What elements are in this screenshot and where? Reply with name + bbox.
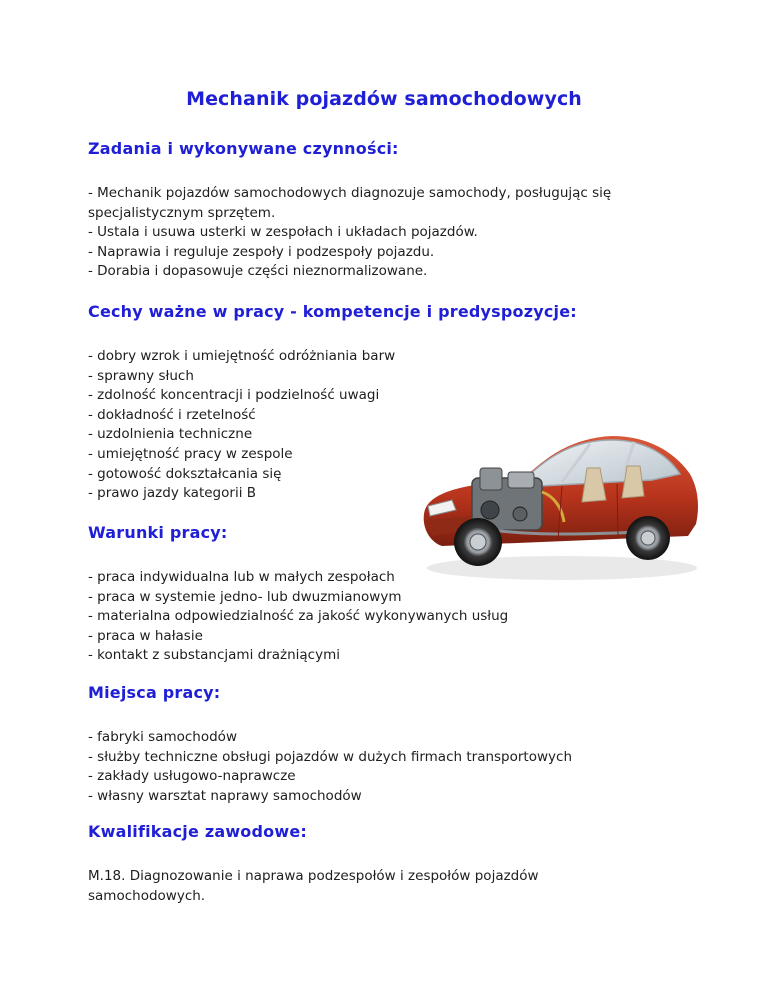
car-rear-wheel-hub (641, 531, 655, 545)
list-item: - zdolność koncentracji i podzielność uwagi (88, 387, 380, 404)
tasks-list (88, 184, 688, 282)
list-item: - zakłady usługowo-naprawcze (88, 768, 296, 785)
section-workplaces (88, 683, 688, 806)
section-heading-traits: Cechy ważne w pracy - kompetencje i predyspozycje: (88, 302, 577, 321)
list-item: - uzdolnienia techniczne (88, 426, 253, 443)
list-item: - Mechanik pojazdów samochodowych diagnozuje samochody, posługując się specjalistycznym sprzętem. (88, 185, 612, 221)
list-item: - Ustala i usuwa usterki w zespołach i układach pojazdów. (88, 224, 478, 241)
car-engine-pulley (513, 507, 527, 521)
list-item: - fabryki samochodów (88, 729, 237, 745)
section-heading-workplaces: Miejsca pracy: (88, 683, 221, 702)
list-item: - Dorabia i dopasowuje części nieznormalizowane. (88, 263, 428, 280)
page-title: Mechanik pojazdów samochodowych (186, 88, 582, 110)
list-item: - dokładność i rzetelność (88, 406, 256, 423)
list-item: - dobry wzrok i umiejętność odróżniania barw (88, 348, 396, 364)
section-qualifications (88, 822, 688, 906)
car-engine-pulley (481, 501, 499, 519)
section-heading-tasks: Zadania i wykonywane czynności: (88, 139, 399, 158)
list-item: - praca indywidualna lub w małych zespołach (88, 569, 395, 585)
list-item: - służby techniczne obsługi pojazdów w dużych firmach transportowych (88, 748, 572, 765)
list-item: - materialna odpowiedzialność za jakość wykonywanych usług (88, 608, 509, 625)
section-heading-conditions: Warunki pracy: (88, 523, 228, 542)
section-heading-qualifications: Kwalifikacje zawodowe: (88, 822, 307, 841)
list-item: - własny warsztat naprawy samochodów (88, 787, 362, 804)
list-item: - Naprawia i reguluje zespoły i podzespoły pojazdu. (88, 243, 435, 260)
list-item: - gotowość dokształcania się (88, 465, 282, 482)
list-item: - umiejętność pracy w zespole (88, 445, 293, 462)
list-item: - prawo jazdy kategorii B (88, 485, 256, 502)
car-engine-part (480, 468, 502, 490)
car-cutaway-image (412, 396, 702, 586)
qualification-text: M.18. Diagnozowanie i naprawa podzespołów i zespołów pojazdów samochodowych. (88, 868, 539, 904)
list-item: - sprawny słuch (88, 367, 194, 384)
section-tasks (88, 139, 688, 282)
list-item: - kontakt z substancjami drażniącymi (88, 647, 340, 664)
list-item: - praca w hałasie (88, 627, 203, 644)
car-engine-part (508, 472, 534, 488)
workplaces-list (88, 728, 688, 806)
list-item: - praca w systemie jedno- lub dwuzmianowym (88, 588, 402, 605)
car-front-wheel-hub (470, 534, 486, 550)
